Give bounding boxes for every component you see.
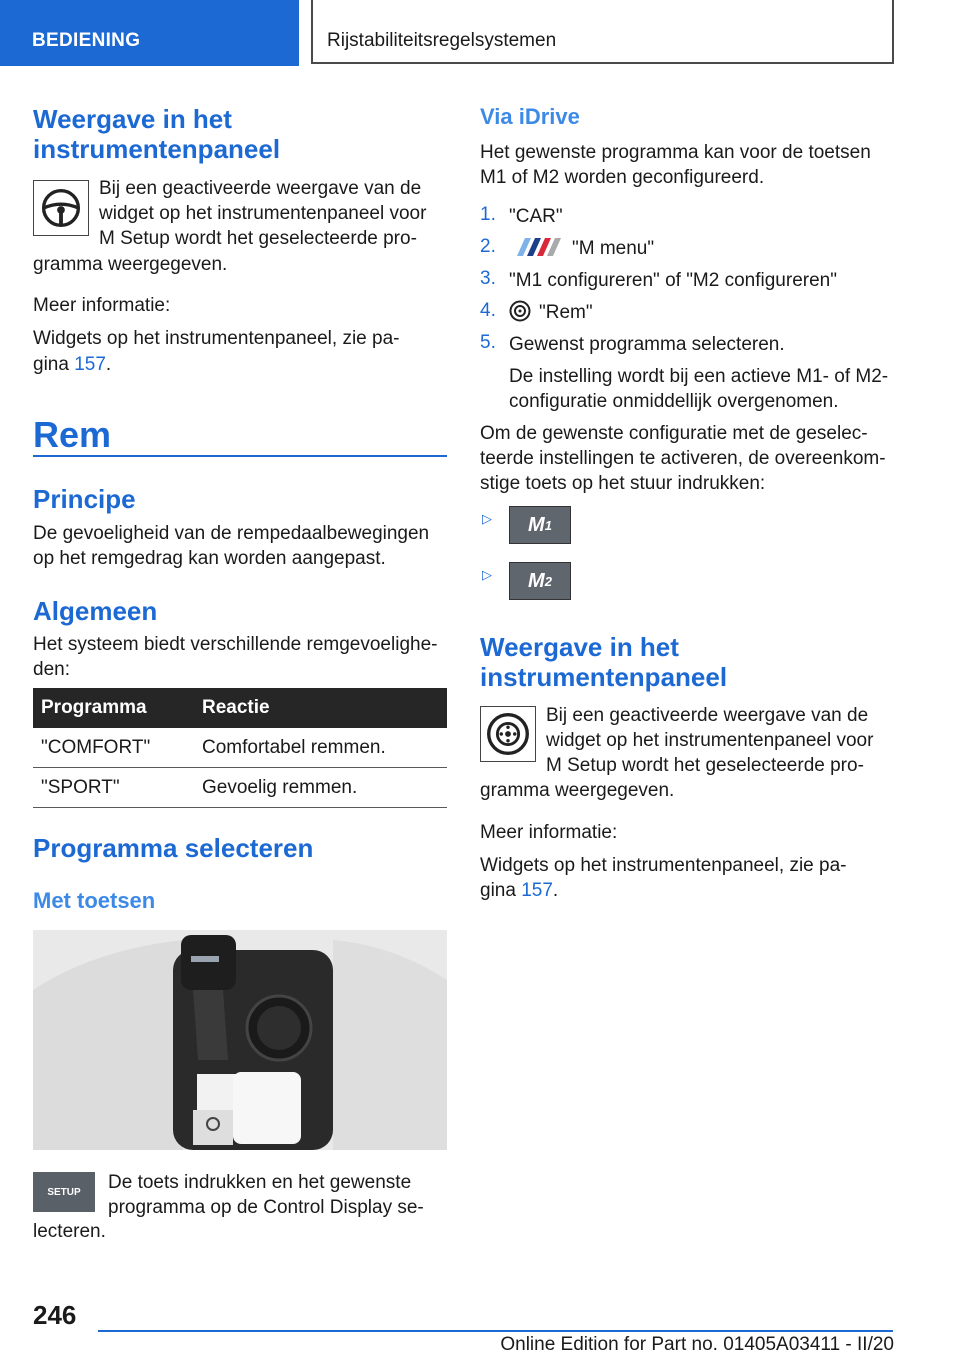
step-number-1: 1. [480,204,496,225]
display-text-left-d: gramma weergegeven. [33,254,228,275]
display-text-left-b: widget op het instrumentenpaneel voor [99,203,427,224]
setup-text-b: programma op de Control Display se- [108,1197,424,1218]
step-number-5: 5. [480,332,496,353]
step-text-2: "M menu" [572,238,655,259]
setup-text-c: lecteren. [33,1221,106,1242]
rem-divider [33,455,447,457]
idrive-heading: Via iDrive [480,104,580,129]
cell-program: "SPORT" [33,768,194,808]
step5-note-a: De instelling wordt bij een actieve M1- of M2- [509,366,889,387]
display-heading-left: Weergave in het instrumentenpaneel [33,104,281,164]
widgets-ref-right: gina 157. [480,880,559,901]
col-header-program: Programma [33,688,194,728]
principe-heading: Principe [33,484,136,514]
section-title: BEDIENING [32,30,141,51]
chapter-tab [311,0,894,64]
step-number-3: 3. [480,268,496,289]
algemeen-text-b: den: [33,659,70,680]
algemeen-text-a: Het systeem biedt verschillende remgevoelighe- [33,634,438,655]
more-info-right: Meer informatie: [480,822,618,843]
page-number: 246 [33,1300,77,1330]
step-text-3: "M1 configureren" of "M2 configureren" [509,270,837,291]
footer-text: Online Edition for Part no. 01405A03411 - II/20 [500,1334,894,1355]
more-info-left: Meer informatie: [33,295,171,316]
page-link-left[interactable]: 157 [74,354,106,375]
activate-text-a: Om de gewenste configuratie met de geselec- [480,423,868,444]
cell-program: "COMFORT" [33,728,194,768]
step-number-2: 2. [480,236,496,257]
display-text-right-d: gramma weergegeven. [480,780,675,801]
bullet-triangle-icon: ▷ [482,567,492,582]
brake-program-table [33,688,447,808]
m1-key-icon: M 1 [509,506,571,544]
widgets-ref-right-a: Widgets op het instrumentenpaneel, zie pa- [480,855,847,876]
widgets-ref-left-a: Widgets op het instrumentenpaneel, zie pa- [33,328,400,349]
chapter-title: Rijstabiliteitsregelsystemen [327,30,557,51]
page-link-right[interactable]: 157 [521,880,553,901]
brake-disc-display-icon [480,706,536,762]
steering-wheel-icon [33,180,89,236]
col-header-reaction: Reactie [194,688,447,728]
idrive-text-a: Het gewenste programma kan voor de toetsen [480,142,871,163]
display-heading-right: Weergave in het instrumentenpaneel [480,632,728,692]
display-text-right-c: M Setup wordt het geselecteerde pro- [546,755,864,776]
setup-text-a: De toets indrukken en het gewenste [108,1172,412,1193]
display-text-right-a: Bij een geactiveerde weergave van de [546,705,869,726]
bullet-triangle-icon: ▷ [482,511,492,526]
section-tab [0,0,299,66]
principe-text-b: op het remgedrag kan worden aangepast. [33,548,386,569]
step-text-5: Gewenst programma selecteren. [509,334,785,355]
display-text-left-a: Bij een geactiveerde weergave van de [99,178,422,199]
m2-key-icon: M 2 [509,562,571,600]
table-row [33,768,447,808]
step-text-1: "CAR" [509,206,563,227]
footer-divider [98,1330,893,1332]
widgets-ref-left: gina 157. [33,354,112,375]
idrive-text-b: M1 of M2 worden geconfigureerd. [480,167,765,188]
step5-note-b: configuratie onmiddellijk overgenomen. [509,391,839,412]
table-row [33,728,447,768]
buttons-heading: Met toetsen [33,888,156,913]
principe-text-a: De gevoeligheid van de rempedaalbewegingen [33,523,430,544]
setup-button-icon: SETUP [33,1172,95,1212]
step-text-4: "Rem" [539,302,593,323]
select-heading: Programma selecteren [33,833,314,863]
step-number-4: 4. [480,300,496,321]
cell-reaction: Gevoelig remmen. [194,768,447,808]
activate-text-c: stige toets op het stuur indrukken: [480,473,766,494]
m-stripes-icon [509,238,565,256]
activate-text-b: teerde instellingen te activeren, de overeenkom- [480,448,886,469]
center-console-photo [33,930,447,1150]
display-text-right-b: widget op het instrumentenpaneel voor [546,730,874,751]
algemeen-heading: Algemeen [33,596,158,626]
table-header-row [33,688,447,728]
brake-disc-icon [509,300,531,322]
cell-reaction: Comfortabel remmen. [194,728,447,768]
rem-title: Rem [33,414,112,455]
display-text-left-c: M Setup wordt het geselecteerde pro- [99,228,417,249]
